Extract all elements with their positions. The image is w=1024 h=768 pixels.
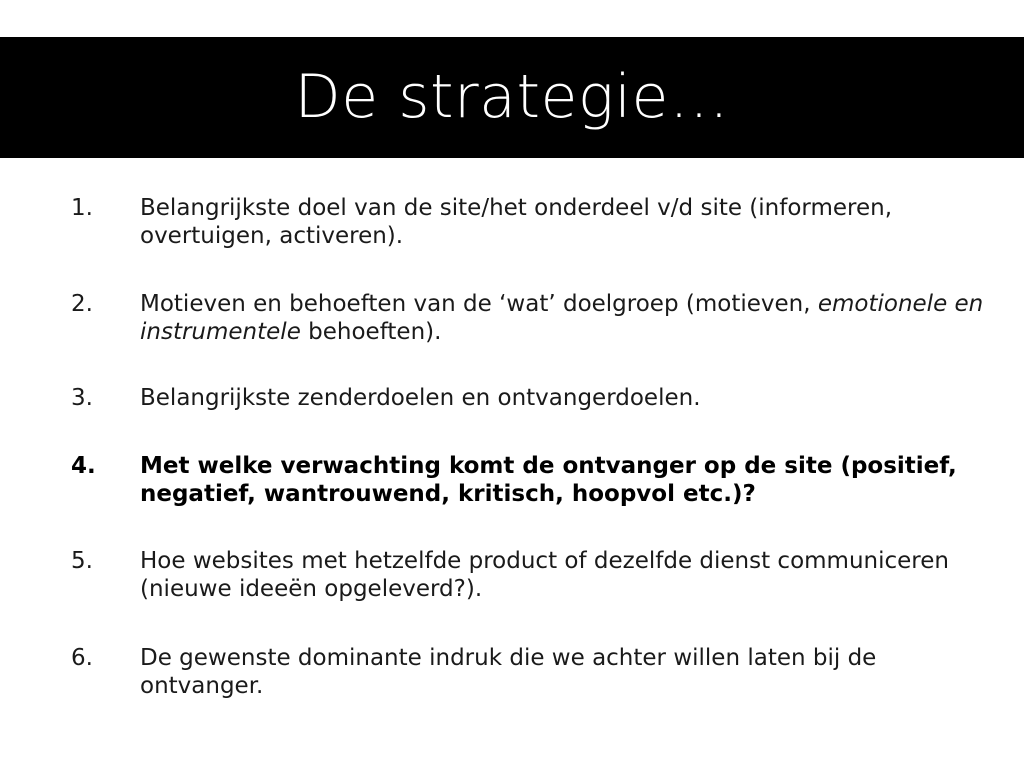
list-item-text [140, 290, 1000, 346]
list-item-text: De gewenste dominante indruk die we achter willen laten bij de ontvanger. [140, 645, 877, 699]
list-item-number: 3. [71, 385, 93, 411]
list-item-number: 6. [71, 645, 93, 671]
list-item-text: Belangrijkste zenderdoelen en ontvangerdoelen. [140, 385, 701, 411]
list-item-text-italic: emotionele en instrumentele [140, 291, 984, 345]
list-item-text: Met welke verwachting komt de ontvanger op de site (positief, negatief, wantrouwend, kritisch, hoopvol etc.)? [140, 453, 957, 507]
list-item-text-part: behoeften). [300, 319, 442, 345]
list-item-number: 2. [71, 291, 93, 317]
list-item-text-part: Motieven en behoeften van de ‘wat’ doelgroep (motieven, [140, 291, 818, 317]
list-item-number: 5. [71, 548, 93, 574]
list-item-number: 4. [71, 453, 96, 479]
list-item-number: 1. [71, 195, 93, 221]
slide-title: De strategie… [294, 62, 730, 132]
list-item-text: Belangrijkste doel van de site/het onderdeel v/d site (informeren, overtuigen, activeren). [140, 195, 893, 249]
list-item-text: Hoe websites met hetzelfde product of dezelfde dienst communiceren (nieuwe ideeën opgeleverd?). [140, 548, 949, 602]
